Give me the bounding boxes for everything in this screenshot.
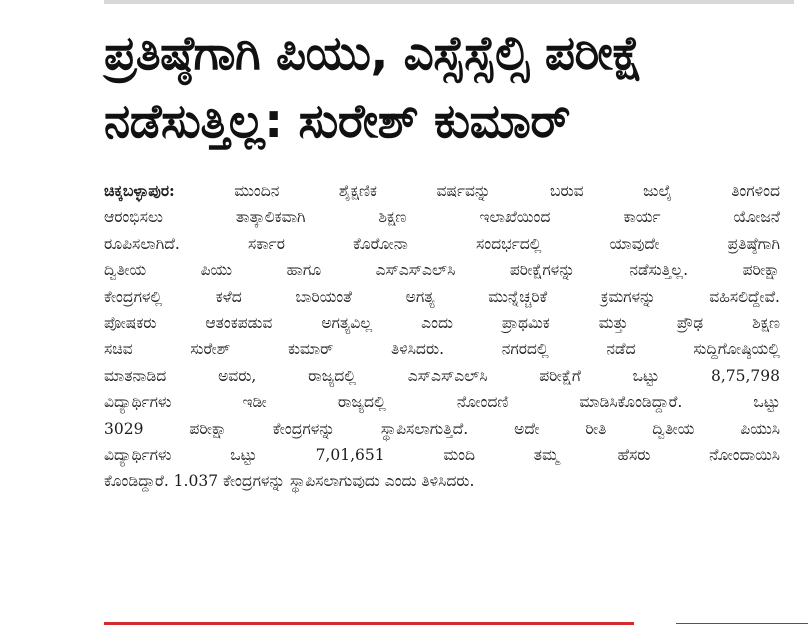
body-line-2: ಆರಂಭಿಸಲು ತಾತ್ಕಾಲಿಕವಾಗಿ ಶಿಕ್ಷಣ ಇಲಾಖೆಯಿಂದ ಕಾರ್ಯ ಯೋಜನೆ <box>104 208 780 227</box>
body-line-9: ವಿದ್ಯಾರ್ಥಿಗಳು ಇಡೀ ರಾಜ್ಯದಲ್ಲಿ ನೋಂದಣಿ ಮಾಡಿಸಿಕೊಂಡಿದ್ದಾರೆ. ಒಟ್ಟು <box>104 393 780 412</box>
body-line-12: ಕೊಂಡಿದ್ದಾರೆ. 1.037 ಕೇಂದ್ರಗಳನ್ನು ಸ್ಥಾಪಿಸಲಾಗುವುದು ಎಂದು ತಿಳಿಸಿದರು. <box>104 472 475 491</box>
body-line-3: ರೂಪಿಸಲಾಗಿದೆ. ಸರ್ಕಾರ ಕೊರೋನಾ ಸಂದರ್ಭದಲ್ಲಿ ಯಾವುದೇ ಪ್ರತಿಷ್ಠೆಗಾಗಿ <box>104 234 780 253</box>
body-line-1 <box>104 178 780 204</box>
body-line-8: ಮಾತನಾಡಿದ ಅವರು, ರಾಜ್ಯದಲ್ಲಿ ಎಸ್‌ಎಸ್‌ಎಲ್‌ಸಿ ಪರೀಕ್ಷೆಗೆ ಒಟ್ಟು 8,75,798 <box>104 366 780 385</box>
headline-line-2: ನಡೆಸುತ್ತಿಲ್ಲ: ಸುರೇಶ್ ಕುಮಾರ್ <box>104 94 570 149</box>
body-line-4: ದ್ವಿತೀಯ ಪಿಯು ಹಾಗೂ ಎಸ್‌ಎಸ್‌ಎಲ್‌ಸಿ ಪರೀಕ್ಷೆಗಳನ್ನು ನಡೆಸುತ್ತಿಲ್ಲ. ಪರೀಕ್ಷಾ <box>104 261 780 280</box>
body-line-10: 3029 ಪರೀಕ್ಷಾ ಕೇಂದ್ರಗಳನ್ನು ಸ್ಥಾಪಿಸಲಾಗುತ್ತಿದೆ. ಅದೇ ರೀತಿ ದ್ವಿತೀಯ ಪಿಯುಸಿ <box>104 419 780 438</box>
bottom-divider-red <box>104 622 634 625</box>
body-line-6: ಪೋಷಕರು ಆತಂಕಪಡುವ ಅಗತ್ಯವಿಲ್ಲ ಎಂದು ಪ್ರಾಥಮಿಕ ಮತ್ತು ಪ್ರೌಢ ಶಿಕ್ಷಣ <box>104 313 780 332</box>
dateline: ಚಿಕ್ಕಬಳ್ಳಾಪುರ: <box>104 181 175 200</box>
headline <box>104 20 794 156</box>
body-line-5: ಕೇಂದ್ರಗಳಲ್ಲಿ ಕಳೆದ ಬಾರಿಯಂತೆ ಅಗತ್ಯ ಮುನ್ನೆಚ್ಚರಿಕೆ ಕ್ರಮಗಳನ್ನು ವಹಿಸಲಿದ್ದೇವೆ. <box>104 287 780 306</box>
body-line-11: ವಿದ್ಯಾರ್ಥಿಗಳು ಒಟ್ಟು 7,01,651 ಮಂದಿ ತಮ್ಮ ಹೆಸರು ನೋಂದಾಯಿಸಿ <box>104 445 780 464</box>
article-body <box>104 178 780 495</box>
top-divider <box>104 0 794 4</box>
body-line-1-text: ಮುಂದಿನ ಶೈಕ್ಷಣಿಕ ವರ್ಷವನ್ನು ಬರುವ ಜುಲೈ ತಿಂಗಳಿಂದ <box>174 182 780 200</box>
body-line-7: ಸಚಿವ ಸುರೇಶ್ ಕುಮಾರ್ ತಿಳಿಸಿದರು. ನಗರದಲ್ಲಿ ನಡೆದ ಸುದ್ದಿಗೋಷ್ಠಿಯಲ್ಲಿ <box>104 340 780 359</box>
headline-line-1: ಪ್ರತಿಷ್ಠೆಗಾಗಿ ಪಿಯು, ಎಸ್ಸೆಸ್ಸೆಲ್ಸಿ ಪರೀಕ್ಷೆ <box>104 26 643 81</box>
bottom-divider-grey <box>676 623 808 624</box>
